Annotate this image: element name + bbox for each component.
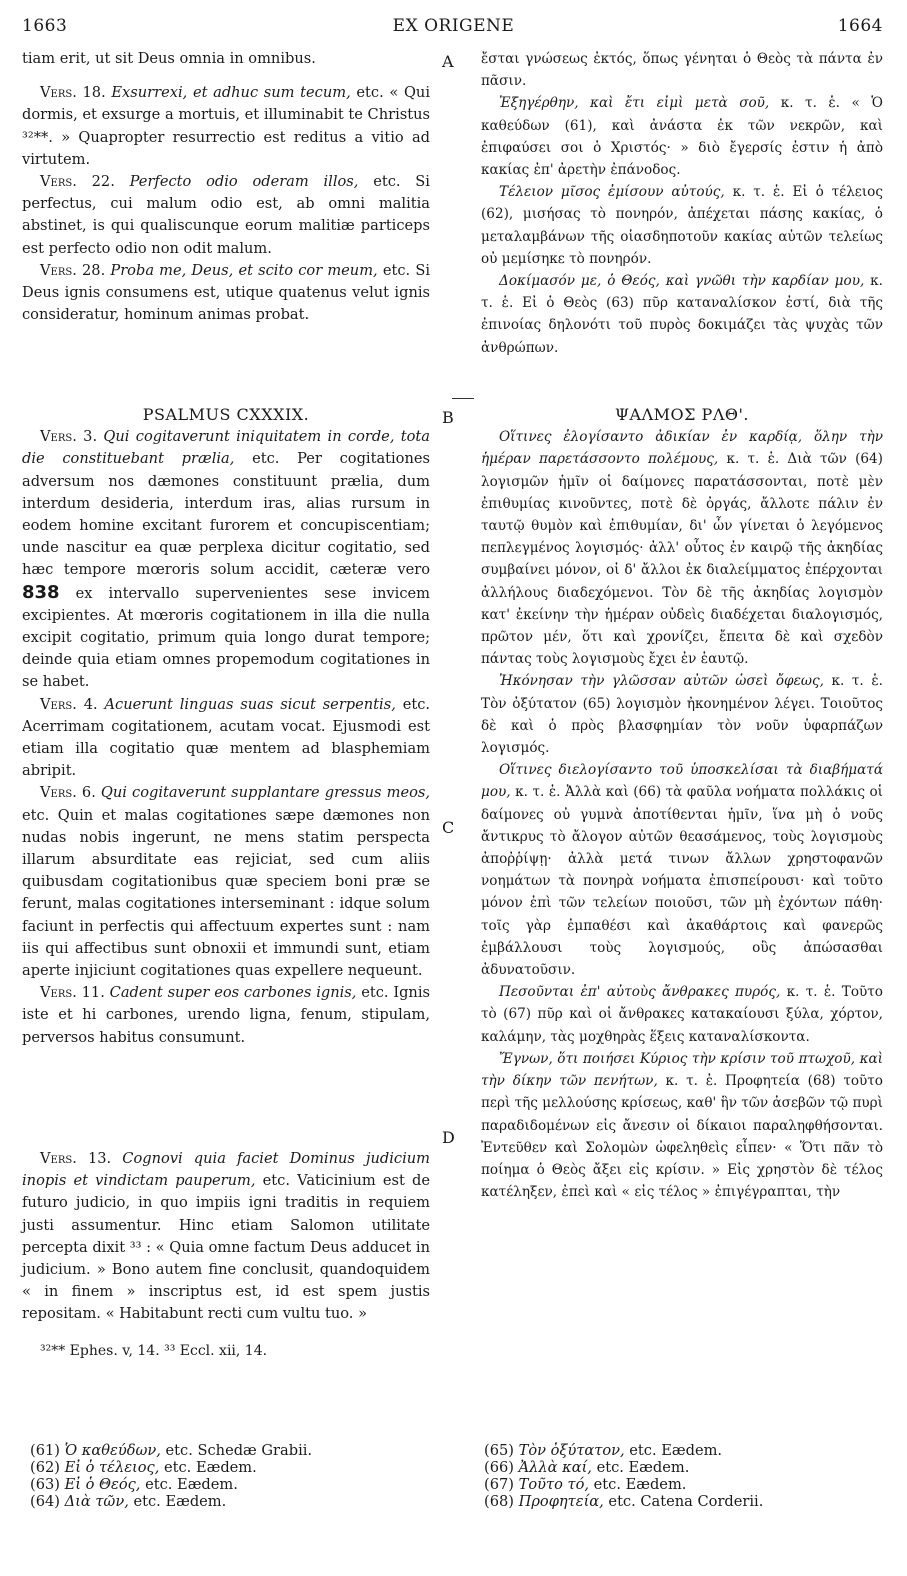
greek-para-4: Οἵτινες ἐλογίσαντο ἀδικίαν ἐν καρδίᾳ, ὅλην τὴν ἡμέραν παρετάσσοντο πολέμους, κ. τ. ἑ. Διὰ τῶν (64) λογισμῶν ἡμῖν οἱ δαίμονες παρατάσσονται, ποτὲ μὲν ἐπιθυμίας κινοῦντες, ποτὲ δὲ ὀργάς, ἄλλοτε πάλιν ἐν ταυτῷ θυμὸν καὶ ἐπιθυμίαν, δι' ὧν γίνεται ὁ λεγόμενος πεπλεγμένος λογισμός· ἀλλ' οὗτος ἐν καιρῷ τῆς ἀκηδίας συμβαίνει μόνον, οἱ δ' ἄλλοι ἐκ διαλείμματος ἐπέρχονται ἀλλήλους διαδεχόμενοι. Τὸν δὲ τῆς ἀκηδίας λογισμὸν κατ' ἐκείνην τὴν ἡμέραν οὐδεὶς διαδέχεται διαλογισμός, πρῶτον μέν, ὅτι καὶ χρονίζει, ἔπειτα δὲ καὶ σχεδὸν πάντας τοὺς λογισμοὺς ἔχει ἐν ἑαυτῷ.: [481, 429, 883, 668]
margin-marker-c: C: [442, 818, 455, 837]
greek-para-1: Ἐξηγέρθην, καὶ ἔτι εἰμὶ μετὰ σοῦ, κ. τ. ἑ. « Ὁ καθεύδων (61), καὶ ἀνάστα ἐκ τῶν νεκρῶν, καὶ ἐπιφαύσει σοι ὁ Χριστός· » διὸ ἔγερσίς ἐστιν ἡ ἀπὸ κακίας ἐπ' ἀρετὴν ἐπάνοδος.: [481, 95, 883, 179]
greek-column: [481, 48, 883, 359]
page-number-right: 1664: [837, 16, 883, 36]
latin-para-6: Vers. 6. Qui cogitaverunt supplantare gressus meos, etc. Quin et malas cogitationes sæpe dæmones non nudas nobis ingerunt, ne mens statim perspecta illarum absurditate eas rejiciat, sed cum aliis quibusdam cogitationibus quæ speciem boni præ se ferunt, malas cogitationes interseminant : idque solum faciunt in perfectis qui affectuum expertes sunt : nam iis qui affectibus sunt obnoxii et immundi sunt, etiam aperte injiciunt cogitationes quas expellere nequeunt.: [22, 784, 431, 980]
footnote-61: (61) Ὁ καθεύδων, etc. Schedæ Grabii.: [30, 1442, 313, 1459]
footnote-64: (64) Διὰ τῶν, etc. Eædem.: [30, 1493, 227, 1510]
latin-psalm-title: PSALMUS CXXXIX.: [142, 405, 310, 424]
latin-column: [22, 48, 430, 326]
latin-para-5: Vers. 4. Acuerunt linguas suas sicut serpentis, etc. Acerrimam cogitationem, acutam vocat. Ejusmodi est etiam illa cogitatio quæ mentem ad blasphemiam abripit.: [22, 695, 431, 780]
latin-para-0: tiam erit, ut sit Deus omnia in omnibus.: [22, 50, 316, 67]
latin-para-3: Vers. 28. Proba me, Deus, et scito cor meum, etc. Si Deus ignis consumens est, utique quatenus velut ignis consideratur, hominum animas probat.: [22, 261, 430, 324]
greek-para-7: Πεσοῦνται ἐπ' αὐτοὺς ἄνθρακες πυρός, κ. τ. ἑ. Τοῦτο τὸ (67) πῦρ καὶ οἱ ἄνθρακες κατακαίουσι ξύλα, χόρτον, καλάμην, τὰς μοχθηρὰς ἕξεις καταναλίσκοντα.: [481, 984, 883, 1045]
scripture-references: ³²** Ephes. v, 14. ³³ Eccl. xii, 14.: [40, 1342, 268, 1359]
footnote-67: (67) Τοῦτο τό, etc. Eædem.: [484, 1476, 687, 1493]
column-divider: [452, 398, 474, 399]
latin-para-2: Vers. 22. Perfecto odio oderam illos, etc. Si perfectus, cui malum odio est, ab omni malitia abstinet, is qui qualiscunque eorum malitiæ particeps est perfecto odio non odit malum.: [22, 173, 430, 257]
page-number-left: 1663: [22, 16, 68, 36]
margin-marker-b: B: [442, 408, 454, 427]
latin-psalm-section: [22, 404, 430, 1049]
greek-para-8: Ἔγνων, ὅτι ποιήσει Κύριος τὴν κρίσιν τοῦ πτωχοῦ, καὶ τὴν δίκην τῶν πενήτων, κ. τ. ἑ. Προφητεία (68) τοῦτο περὶ τῆς μελλούσης κρίσεως, καθ' ἣν τῶν ἀσεβῶν τῷ πυρὶ παραδιδομένων εἰς ἄνεσιν οἱ δίκαιοι παραληφθήσονται. Ἐντεῦθεν καὶ Σολομὼν ὠφεληθεὶς εἶπεν· « Ὅτι πᾶν τὸ ποίημα ὁ Θεὸς ἄξει εἰς κρίσιν. » Εἰς χρηστὸν δὲ τέλος κατέληξεν, ἐπεὶ καὶ « εἰς τέλος » ἐπιγέγραπται, τὴν: [481, 1050, 883, 1201]
greek-psalm-section: [481, 404, 883, 1203]
greek-para-5: Ἠκόνησαν τὴν γλῶσσαν αὐτῶν ὡσεὶ ὄφεως, κ. τ. ἑ. Τὸν ὀξύτατον (65) λογισμὸν ἠκονημένον λέγει. Τοιοῦτος δὲ καὶ ὁ πρὸς βλασφημίαν τὸν νοῦν ὑφαρπάζων λογισμός.: [481, 673, 883, 757]
footnotes-right: [484, 1442, 763, 1510]
greek-para-3: Δοκίμασόν με, ὁ Θεός, καὶ γνῶθι τὴν καρδίαν μου, κ. τ. ἑ. Εἰ ὁ Θεὸς (63) πῦρ καταναλίσκον ἐστί, διὰ τῆς ἐπινοίας δηλονότι τοῦ πυρὸς δοκιμάζει τὰς ψυχὰς τῶν ἀνθρώπων.: [481, 273, 884, 356]
margin-marker-a: A: [442, 52, 454, 71]
greek-psalm-title: ΨΑΛΜΟΣ ΡΛΘ'.: [615, 405, 749, 424]
latin-para-7: Vers. 11. Cadent super eos carbones ignis, etc. Ignis iste et hi carbones, urendo ligna, fenum, stipulam, perversos habitus consumunt.: [22, 984, 430, 1046]
running-title: EX ORIGENE: [392, 16, 515, 36]
latin-final-section: [22, 1148, 430, 1362]
greek-para-0: ἔσται γνώσεως ἐκτός, ὅπως γένηται ὁ Θεὸς τὰ πάντα ἐν πᾶσιν.: [481, 51, 883, 90]
footnote-66: (66) Ἀλλὰ καί, etc. Eædem.: [484, 1459, 690, 1476]
footnote-63: (63) Εἰ ὁ Θεός, etc. Eædem.: [30, 1476, 238, 1493]
margin-marker-d: D: [442, 1128, 455, 1147]
footnote-68: (68) Προφητεία, etc. Catena Corderii.: [484, 1493, 764, 1510]
latin-para-4: Vers. 3. Qui cogitaverunt iniquitatem in corde, tota die constituebant prælia, etc. Per cogitationes adversum nos dæmones constituunt prælia, dum interdum desideria, interdum iras, alias rursum in eodem homine excitant furorem et concupiscentiam; unde nascitur ea quæ perplexa dicitur cogitatio, sed hæc tempore mœroris solum accidit, cæteræ vero 838 ex intervallo supervenientes sese invicem excipientes. At mœroris cogitationem in illa die nulla excipit cogitatio, primum quia longo durat tempore; deinde quia etiam omnes propemodum cogitationes in se habet.: [22, 428, 430, 691]
latin-para-1: Vers. 18. Exsurrexi, et adhuc sum tecum, etc. « Qui dormis, et exsurge a mortuis, et illuminabit te Christus ³²**. » Quapropter resurrectio est reditus a vitio ad virtutem.: [22, 84, 430, 168]
footnotes-left: [30, 1442, 312, 1510]
latin-para-8: Vers. 13. Cognovi quia faciet Dominus judicium inopis et vindictam pauperum, etc. Vaticinium est de futuro judicio, in quo impiis igni traditis in requiem justi assumentur. Hinc etiam Salomon utilitate percepta dixit ³³ : « Quia omne factum Deus adducet in judicium. » Bono autem fine conclusit, quandoquidem « in finem » inscriptus est, id est spem justis repositam. « Habitabunt recti cum vultu tuo. »: [22, 1150, 430, 1323]
greek-para-2: Τέλειον μῖσος ἐμίσουν αὐτούς, κ. τ. ἑ. Εἰ ὁ τέλειος (62), μισήσας τὸ πονηρόν, ἀπέχεται πάσης κακίας, ὁ μεταλαμβάνων τῆς οἱασδηποτοῦν κακίας αὐτῶν τελείως οὐ μεμίσηκε τὸ πονηρόν.: [481, 184, 883, 267]
footnote-65: (65) Τὸν ὀξύτατον, etc. Eædem.: [484, 1442, 723, 1459]
greek-para-6: Οἵτινες διελογίσαντο τοῦ ὑποσκελίσαι τὰ διαβήματά μου, κ. τ. ἑ. Ἀλλὰ καὶ (66) τὰ φαῦλα νοήματα πολλάκις οἱ δαίμονες οὐ γυμνὰ ἀποτίθενται ἡμῖν, ἵνα μὴ ὁ νοῦς ἄντικρυς τὸ ἄλογον αὐτῶν θεασάμενος, τοὺς λογισμοὺς ἀποῤῥίψῃ· ἀλλὰ μετά τινων ἄλλων χρηστοφανῶν νοημάτων τὰ πονηρὰ νοήματα ἐπισπείρουσι· καὶ τοῦτο μόνον ἐπὶ τῶν τελείων ποιοῦσι, τῶν μὴ ἐχόντων πάθη· τοῖς γὰρ ἐμπαθέσι καὶ ἀκαθάρτοις καὶ φανερῶς ἐμβάλλουσι τοὺς λογισμούς, οὓς ἀπώσασθαι ἀδυνατοῦσιν.: [481, 762, 883, 979]
column-number: 838: [22, 581, 60, 603]
footnote-62: (62) Εἰ ὁ τέλειος, etc. Eædem.: [30, 1459, 257, 1476]
